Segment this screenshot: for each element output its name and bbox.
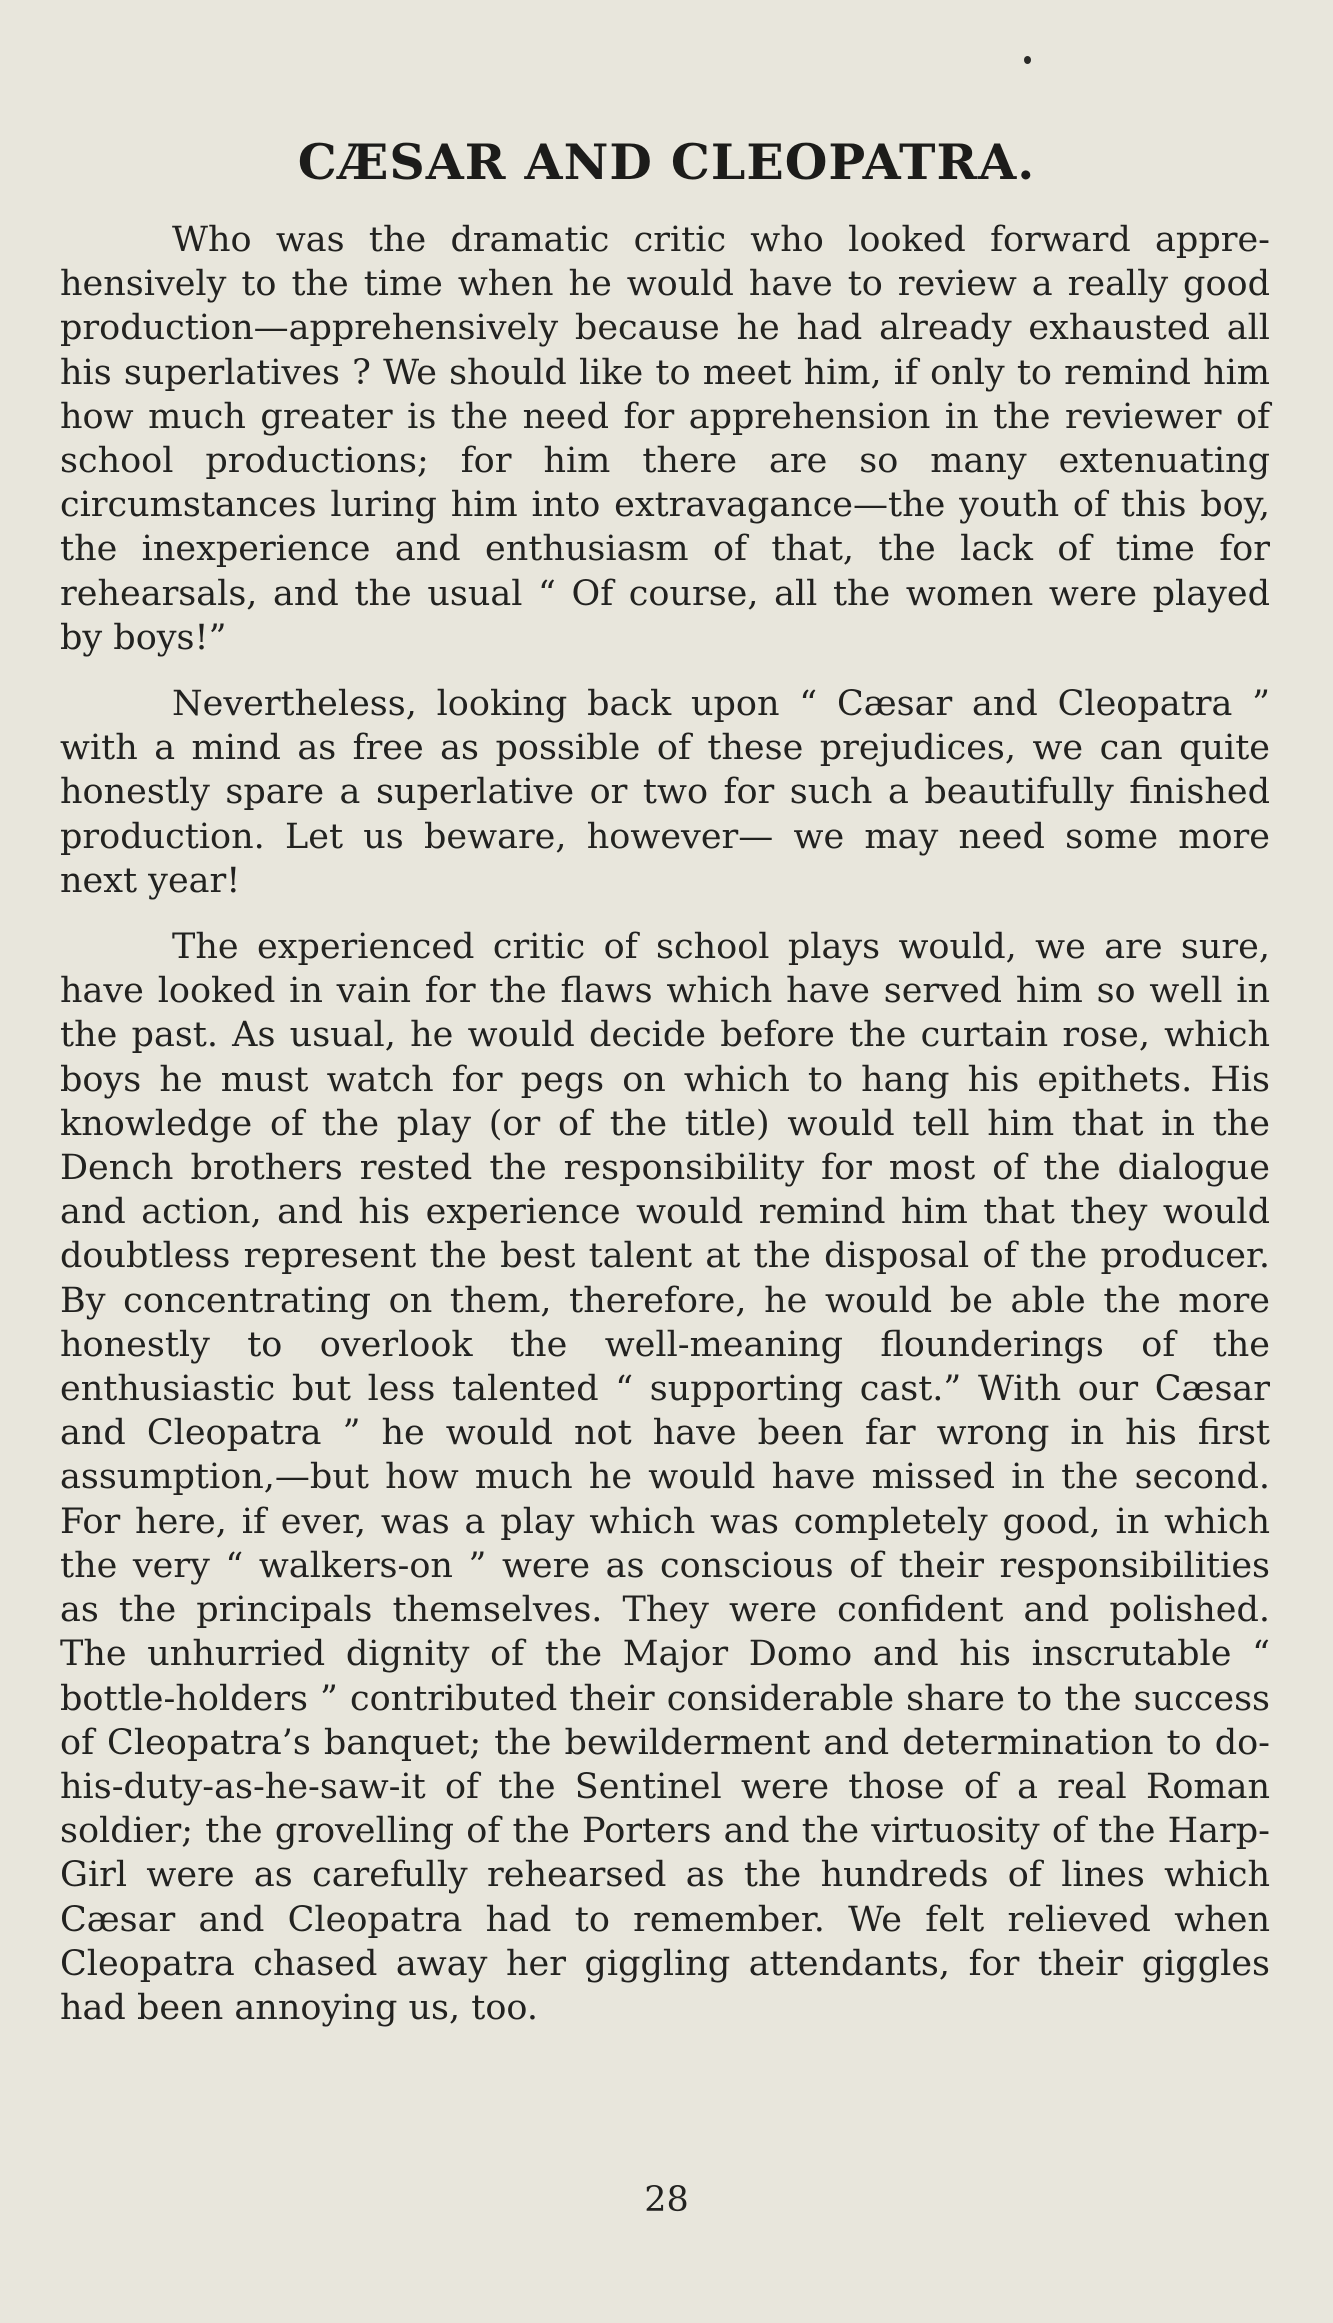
page-title: CÆSAR AND CLEOPATRA. (297, 133, 1036, 191)
paragraph-2: Nevertheless, looking back upon “ Cæsar and Cleopatra ” with a mind as free as possible of these prejudices, we can quite honestly spare a superlative or two for such a beautifully finished production. Let us beware, however— we may need some more next year! (60, 684, 1270, 901)
paragraph-3: The experienced critic of school plays would, we are sure, have looked in vain for the flaws which have served him so well in the past. As usual, he would decide before the curtain rose, which boys he must watch for pegs on which to hang his epithets. His knowledge of the play (or of the title) would tell him that in the Dench brothers rested the responsibility for most of the dialogue and action, and his experience would remind him that they would doubtless represent the best talent at the disposal of the producer. By concentrating on them, therefore, he would be able the more honestly to overlook the well-meaning flounderings of the enthusiastic but less talented “ supporting cast.” With our Cæsar and Cleopatra ” he would not have been far wrong in his first assumption,—but how much he would have missed in the second. For here, if ever, was a play which was completely good, in which the very “ walkers-on ” were as conscious of their responsibilities as the principals themselves. They were confident and polished. The unhurried dignity of the Major Domo and his inscrutable “ bottle-holders ” contributed their considerable share to the success of Cleopatra’s banquet; the bewilderment and determination to do-his-duty-as-he-saw-it of the Sentinel were those of a real Roman soldier; the grovelling of the Porters and the virtuosity of the Harp-Girl were as carefully rehearsed as the hundreds of lines which Cæsar and Cleopatra had to remember. We felt relieved when Cleopatra chased away her giggling attendants, for their giggles had been annoying us, too. (60, 927, 1270, 2028)
ink-speck (1024, 56, 1031, 64)
paragraph-1: Who was the dramatic critic who looked forward apprehensively to the time when he would have to review a really good production—apprehensively because he had already exhausted all his superlatives ? We should like to meet him, if only to remind him how much greater is the need for apprehension in the reviewer of school productions; for him there are so many extenuating circumstances luring him into extravagance—the youth of this boy, the inexperience and enthusiasm of that, the lack of time for rehearsals, and the usual “ Of course, all the women were played by boys!” (60, 220, 1270, 658)
article-body (60, 218, 1270, 2052)
page-number: 28 (644, 2180, 689, 2220)
